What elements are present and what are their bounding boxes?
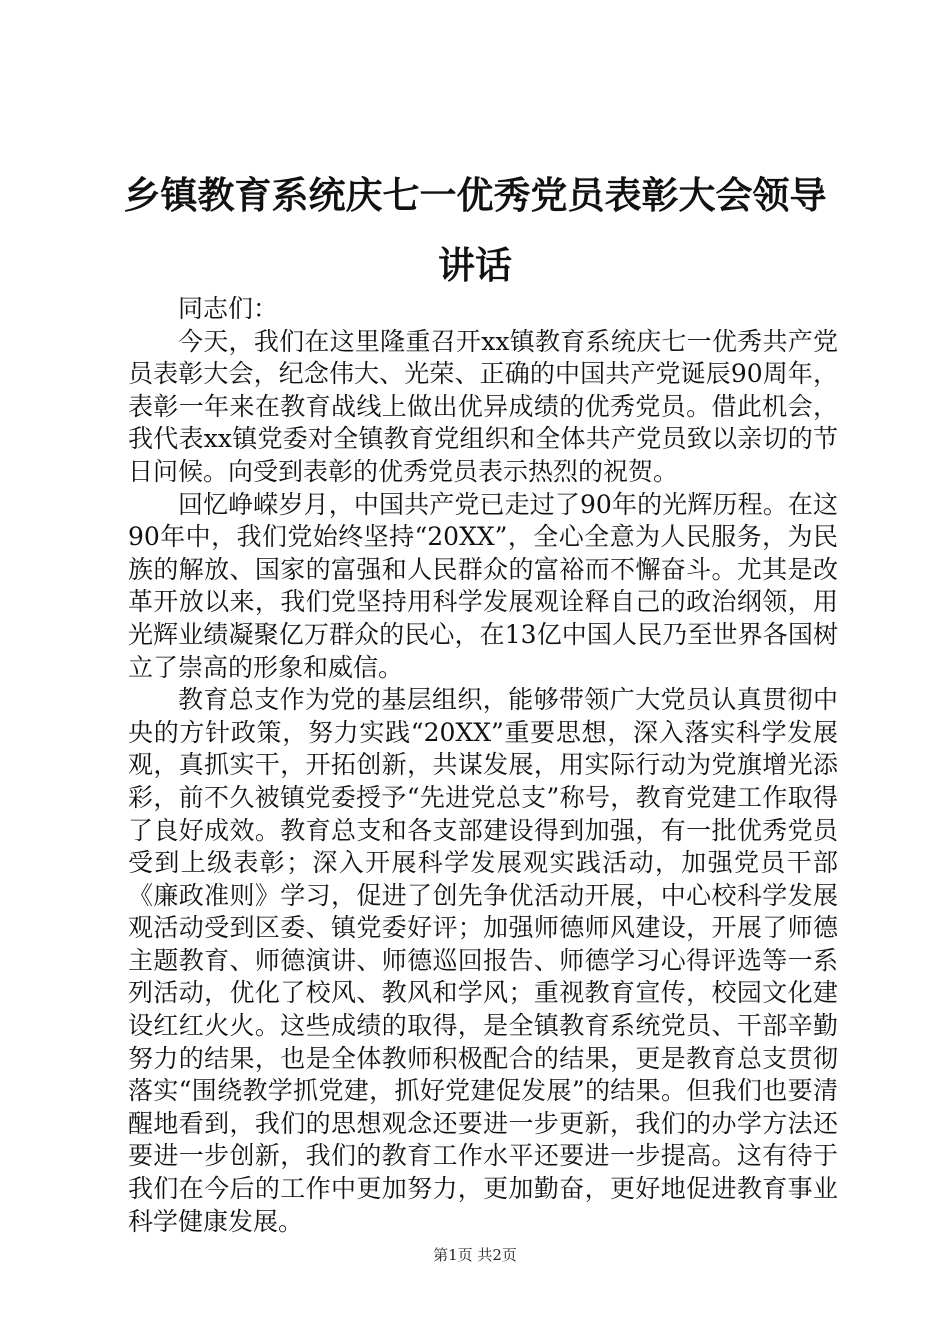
page-footer: 第1页 共2页 bbox=[433, 1246, 517, 1264]
document-body bbox=[128, 293, 838, 1238]
paragraph-2: 回忆峥嵘岁月，中国共产党已走过了90年的光辉历程。在这90年中，我们党始终坚持“20XX”，全心全意为人民服务，为民族的解放、国家的富强和人民群众的富裕而不懈奋斗。尤其是改革开放以来，我们党坚持用科学发展观诠释自己的政治纲领，用光辉业绩凝聚亿万群众的民心，在13亿中国人民乃至世界各国树立了崇高的形象和威信。 bbox=[128, 489, 838, 682]
salutation: 同志们： bbox=[178, 294, 279, 323]
document-title: 乡镇教育系统庆七一优秀党员表彰大会领导讲话 bbox=[123, 173, 827, 287]
paragraph-1: 今天，我们在这里隆重召开xx镇教育系统庆七一优秀共产党员表彰大会，纪念伟大、光荣、正确的中国共产党诞辰90周年，表彰一年来在教育战线上做出优异成绩的优秀党员。借此机会，我代表xx镇党委对全镇教育党组织和全体共产党员致以亲切的节日问候。向受到表彰的优秀党员表示热烈的祝贺。 bbox=[128, 326, 838, 486]
paragraph-3: 教育总支作为党的基层组织，能够带领广大党员认真贯彻中央的方针政策，努力实践“20XX”重要思想，深入落实科学发展观，真抓实干，开拓创新，共谋发展，用实际行动为党旗增光添彩，前不久被镇党委授予“先进党总支”称号，教育党建工作取得了良好成效。教育总支和各支部建设得到加强，有一批优秀党员受到上级表彰；深入开展科学发展观实践活动，加强党员干部《廉政准则》学习，促进了创先争优活动开展，中心校科学发展观活动受到区委、镇党委好评；加强师德师风建设，开展了师德主题教育、师德演讲、师德巡回报告、师德学习心得评选等一系列活动，优化了校风、教风和学风；重视教育宣传，校园文化建设红红火火。这些成绩的取得，是全镇教育系统党员、干部辛勤努力的结果，也是全体教师积极配合的结果，更是教育总支贯彻落实“围绕教学抓党建，抓好党建促发展”的结果。但我们也要清醒地看到，我们的思想观念还要进一步更新，我们的办学方法还要进一步创新，我们的教育工作水平还要进一步提高。这有待于我们在今后的工作中更加努力，更加勤奋，更好地促进教育事业科学健康发展。 bbox=[128, 685, 838, 1236]
